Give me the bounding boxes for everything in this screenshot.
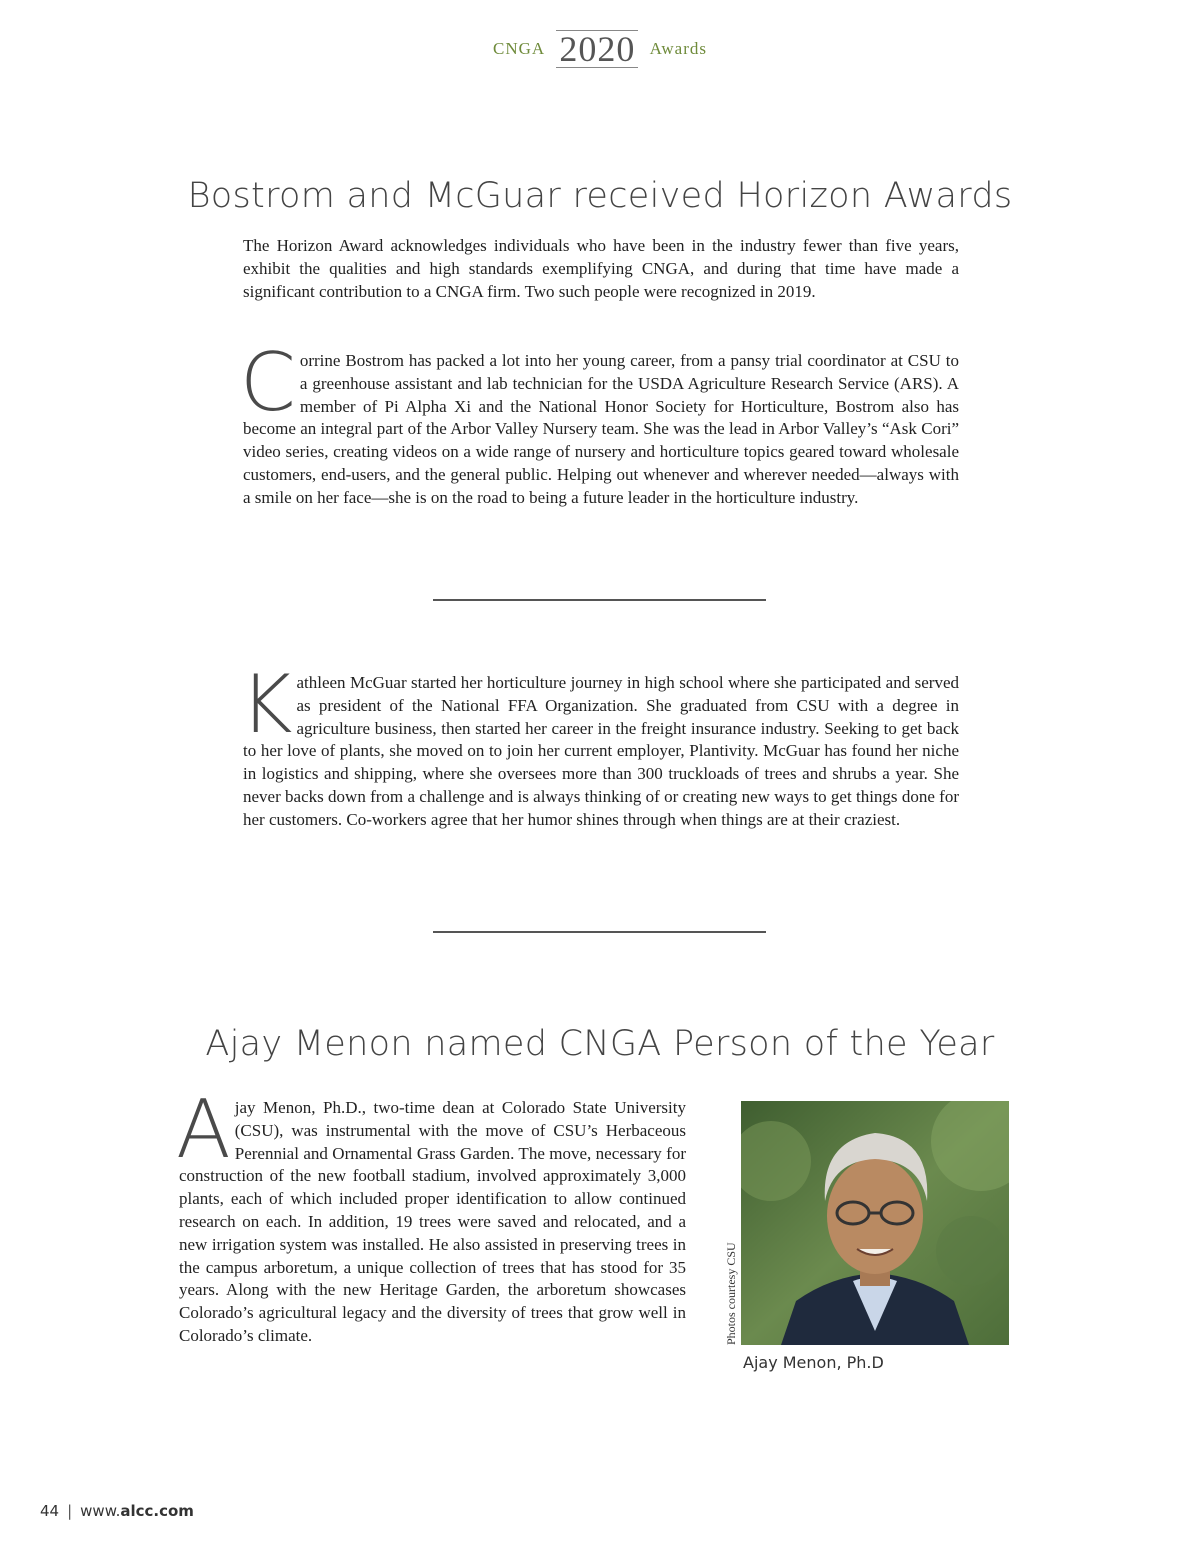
page-header	[0, 30, 1200, 68]
menon-dropcap: A	[176, 1083, 231, 1176]
menon-paragraph	[176, 1083, 686, 1348]
photo-caption: Ajay Menon, Ph.D	[743, 1353, 884, 1372]
menon-text: jay Menon, Ph.D., two-time dean at Colorado State University (CSU), was instrumental with the move of CSU’s Herbaceous Perennial and Ornamental Grass Garden. The move, necessary for construction of the new football stadium, involved approximately 3,000 plants, each of which included proper identification to allow continued research on each. In addition, 19 trees were saved and relocated, and a new irrigation system was installed. He also assisted in preserving trees in the campus arboretum, a unique collection of trees that has stood for 35 years. Along with the new Heritage Garden, the arboretum showcases Colorado’s agricultural legacy and the diversity of trees that grow well in Colorado’s climate.	[179, 1098, 686, 1345]
divider-1	[433, 599, 766, 601]
footer-url-domain[interactable]: alcc.com	[120, 1502, 194, 1520]
header-year: 2020	[556, 30, 638, 68]
horizon-awards-heading: Bostrom and McGuar received Horizon Awards	[187, 176, 1013, 216]
mcguar-paragraph	[240, 658, 959, 832]
menon-portrait-photo	[741, 1101, 1009, 1345]
bostrom-paragraph	[240, 336, 959, 510]
page-footer	[40, 1502, 194, 1520]
bostrom-text: orrine Bostrom has packed a lot into her young career, from a pansy trial coordinator at CSU to a greenhouse assistant and lab technician for the USDA Agriculture Research Service (ARS). A member of Pi Alpha Xi and the National Honor Society for Horticulture, Bostrom also has become an integral part of the Arbor Valley Nursery team. She was the lead in Arbor Valley’s “Ask Cori” video series, creating videos on a wide range of nursery and horticulture topics geared toward wholesale customers, end-users, and the general public. Helping out whenever and wherever needed—always with a smile on her face—she is on the road to being a future leader in the horticulture industry.	[243, 351, 959, 507]
person-of-year-heading: Ajay Menon named CNGA Person of the Year	[205, 1024, 995, 1064]
mcguar-dropcap: K	[240, 658, 293, 751]
photo-credit: Photos courtesy CSU	[724, 1242, 738, 1345]
horizon-intro: The Horizon Award acknowledges individuals who have been in the industry fewer than five years, exhibit the qualities and high standards exemplifying CNGA, and during that time have made a significant contribution to a CNGA firm. Two such people were recognized in 2019.	[243, 236, 959, 301]
mcguar-text: athleen McGuar started her horticulture journey in high school where she participated and served as president of the National FFA Organization. She graduated from CSU with a degree in agriculture business, then started her career in the freight insurance industry. Seeking to get back to her love of plants, she moved on to join her current employer, Plantivity. McGuar has found her niche in logistics and shipping, where she oversees more than 300 truckloads of trees and shrubs a year. She never backs down from a challenge and is always thinking of or creating new ways to get things done for her customers. Co-workers agree that her humor shines through when things are at their craziest.	[243, 673, 959, 829]
header-cnga: CNGA	[493, 39, 546, 58]
divider-2	[433, 931, 766, 933]
footer-url-prefix: www.	[80, 1502, 121, 1520]
footer-separator: |	[67, 1502, 73, 1520]
header-awards: Awards	[649, 39, 707, 58]
page-number: 44	[40, 1502, 60, 1520]
bostrom-dropcap: C	[240, 336, 296, 429]
